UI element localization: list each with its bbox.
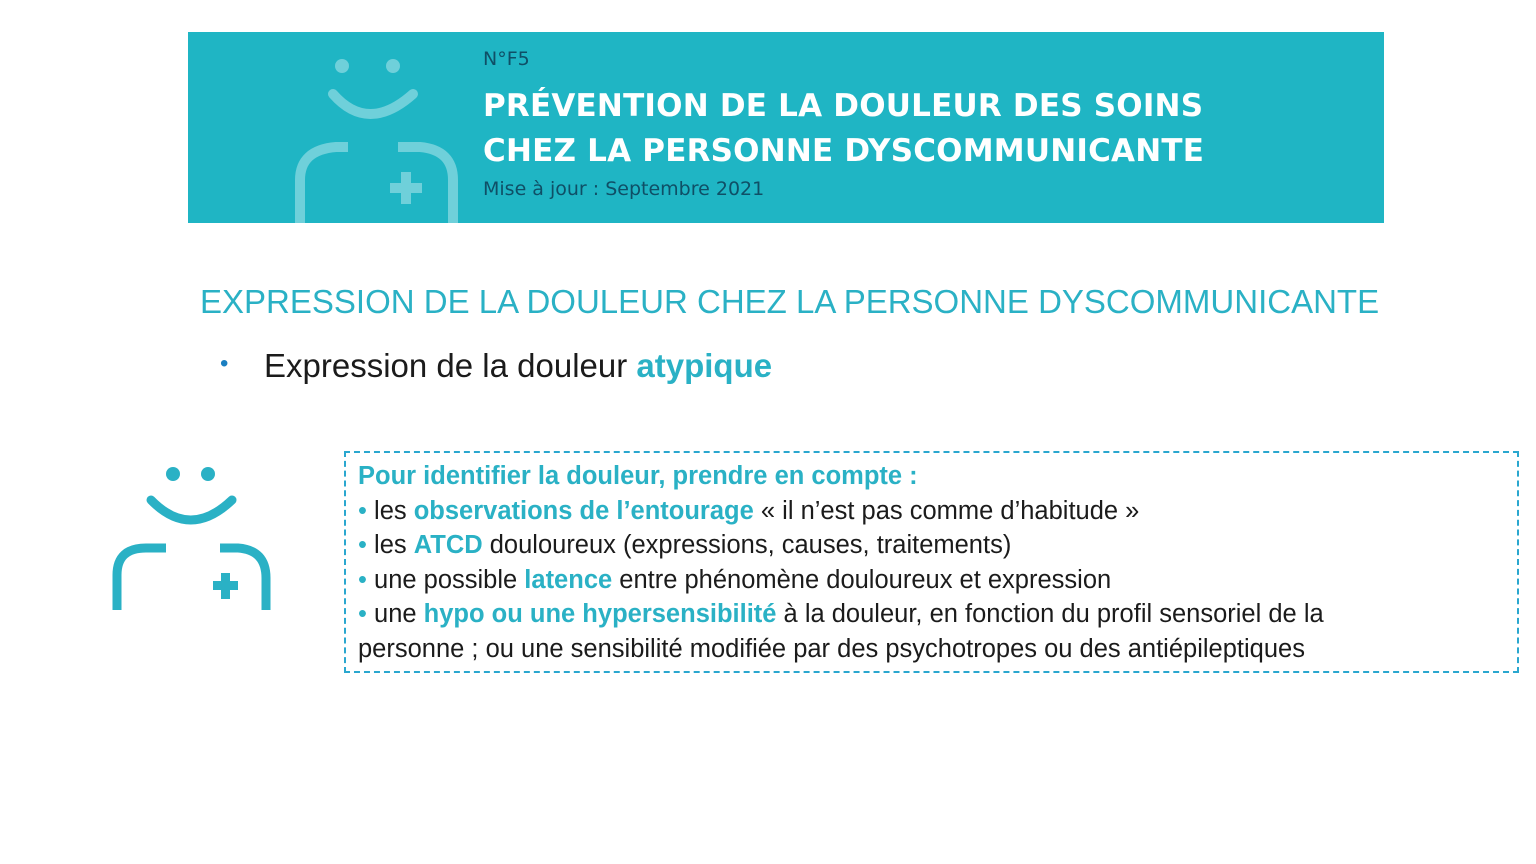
item-emphasis: hypo ou une hypersensibilité <box>423 600 777 629</box>
bullet-emphasis: atypique <box>636 347 773 384</box>
item-text: une possible <box>366 565 525 594</box>
item-marker: • <box>358 496 367 525</box>
section-title: EXPRESSION DE LA DOULEUR CHEZ LA PERSONNE DYSCOMMUNICANTE <box>200 283 1380 320</box>
item-text: entre phénomène douloureux et expression <box>612 565 1112 594</box>
update-date: Mise à jour : Septembre 2021 <box>483 178 765 200</box>
item-text: douloureux (expressions, causes, traitements) <box>482 531 1012 560</box>
item-emphasis: observations de l’entourage <box>413 496 754 525</box>
info-box-item <box>358 597 1517 632</box>
banner-title-line-2: CHEZ LA PERSONNE DYSCOMMUNICANTE <box>483 133 1205 169</box>
bullet-item <box>220 347 772 385</box>
info-box-item <box>358 563 1517 598</box>
item-marker: • <box>358 531 367 560</box>
item-marker: • <box>358 565 367 594</box>
info-box <box>344 451 1519 673</box>
item-emphasis: latence <box>524 565 613 594</box>
header-banner <box>188 32 1384 223</box>
item-text: les <box>366 496 414 525</box>
bullet-marker: • <box>220 350 229 378</box>
info-box-heading: Pour identifier la douleur, prendre en compte : <box>358 462 918 490</box>
smiling-caregiver-icon <box>108 460 278 620</box>
item-text: à la douleur, en fonction du profil sensoriel de la <box>776 600 1324 629</box>
item-text: une <box>366 600 424 629</box>
sheet-number: N°F5 <box>483 48 530 70</box>
item-marker: • <box>358 600 367 629</box>
banner-title-line-1: PRÉVENTION DE LA DOULEUR DES SOINS <box>483 88 1204 124</box>
banner-title <box>483 84 1204 174</box>
item-emphasis: ATCD <box>413 531 483 560</box>
info-box-item <box>358 494 1517 529</box>
info-box-item <box>358 528 1517 563</box>
bullet-text: Expression de la douleur <box>264 347 637 384</box>
item-text: les <box>366 531 414 560</box>
smiling-caregiver-icon <box>288 52 463 223</box>
item-text: « il n’est pas comme d’habitude » <box>753 496 1140 525</box>
info-box-continuation: personne ; ou une sensibilité modifiée par des psychotropes ou des antiépileptiques <box>358 634 1305 663</box>
